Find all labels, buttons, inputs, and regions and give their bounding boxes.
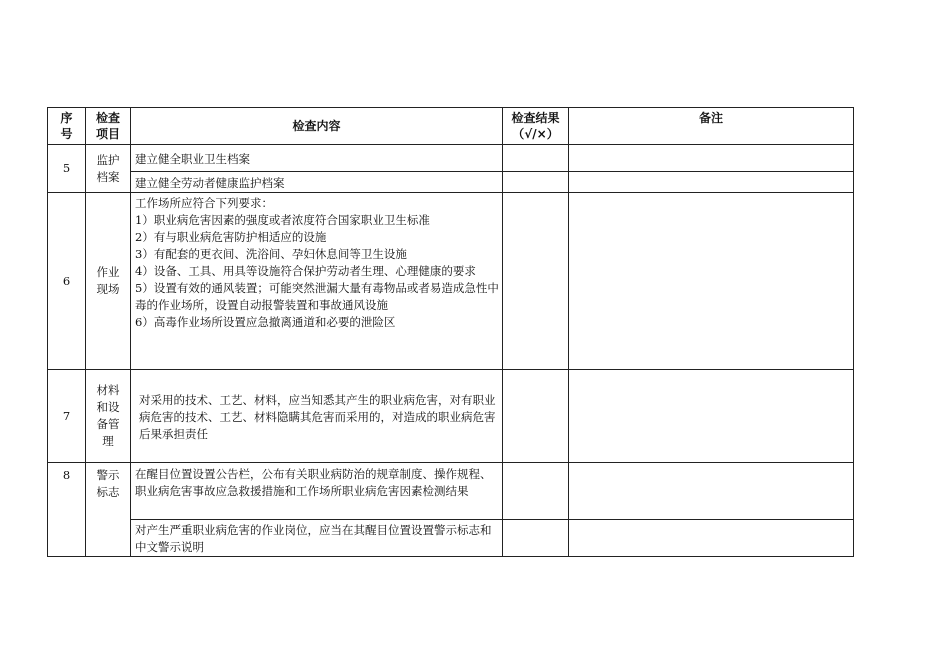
content-line: 工作场所应符合下列要求： [135,196,273,210]
header-result: 检查结果（√/×） [503,108,569,145]
row-content: 对采用的技术、工艺、材料，应当知悉其产生的职业病危害，对有职业病危害的技术、工艺、材料隐瞒其危害而采用的，对造成的职业病危害后果承担责任 [131,370,503,463]
table-row [48,193,854,370]
note-cell[interactable] [569,172,854,193]
row-item: 警示标志 [86,463,131,557]
note-cell[interactable] [569,145,854,172]
table-row [48,370,854,463]
row-number: 5 [48,145,86,193]
inspection-table-sheet [47,107,853,557]
row-content [131,193,503,370]
inspection-table [47,107,854,557]
row-content: 在醒目位置设置公告栏，公布有关职业病防治的规章制度、操作规程、职业病危害事故应急救援措施和工作场所职业病危害因素检测结果 [131,463,503,520]
content-line: 6）高毒作业场所设置应急撤离通道和必要的泄险区 [135,315,396,329]
result-cell[interactable] [503,463,569,520]
result-cell[interactable] [503,370,569,463]
note-cell[interactable] [569,370,854,463]
content-line: 3）有配套的更衣间、洗浴间、孕妇休息间等卫生设施 [135,247,407,261]
header-no: 序号 [48,108,86,145]
header-note: 备注 [569,108,854,145]
row-content: 对产生严重职业病危害的作业岗位，应当在其醒目位置设置警示标志和中文警示说明 [131,520,503,557]
note-cell[interactable] [569,463,854,520]
row-content: 建立健全劳动者健康监护档案 [131,172,503,193]
header-content: 检查内容 [131,108,503,145]
row-item: 作业现场 [86,193,131,370]
table-row [48,463,854,520]
result-cell[interactable] [503,520,569,557]
table-row [48,520,854,557]
row-number: 8 [48,463,86,557]
row-number: 7 [48,370,86,463]
content-line: 4）设备、工具、用具等设施符合保护劳动者生理、心理健康的要求 [135,264,476,278]
header-row [48,108,854,145]
row-number: 6 [48,193,86,370]
table-row [48,145,854,172]
note-cell[interactable] [569,193,854,370]
result-cell[interactable] [503,145,569,172]
result-cell[interactable] [503,193,569,370]
content-line: 1）职业病危害因素的强度或者浓度符合国家职业卫生标准 [135,213,430,227]
row-item: 监护档案 [86,145,131,193]
content-line: 5）设置有效的通风装置；可能突然泄漏大量有毒物品或者易造成急性中毒的作业场所，设置自动报警装置和事故通风设施 [135,281,499,312]
row-content: 建立健全职业卫生档案 [131,145,503,172]
note-cell[interactable] [569,520,854,557]
content-line: 2）有与职业病危害防护相适应的设施 [135,230,327,244]
result-cell[interactable] [503,172,569,193]
table-row [48,172,854,193]
header-item: 检查项目 [86,108,131,145]
row-item: 材料和设备管理 [86,370,131,463]
